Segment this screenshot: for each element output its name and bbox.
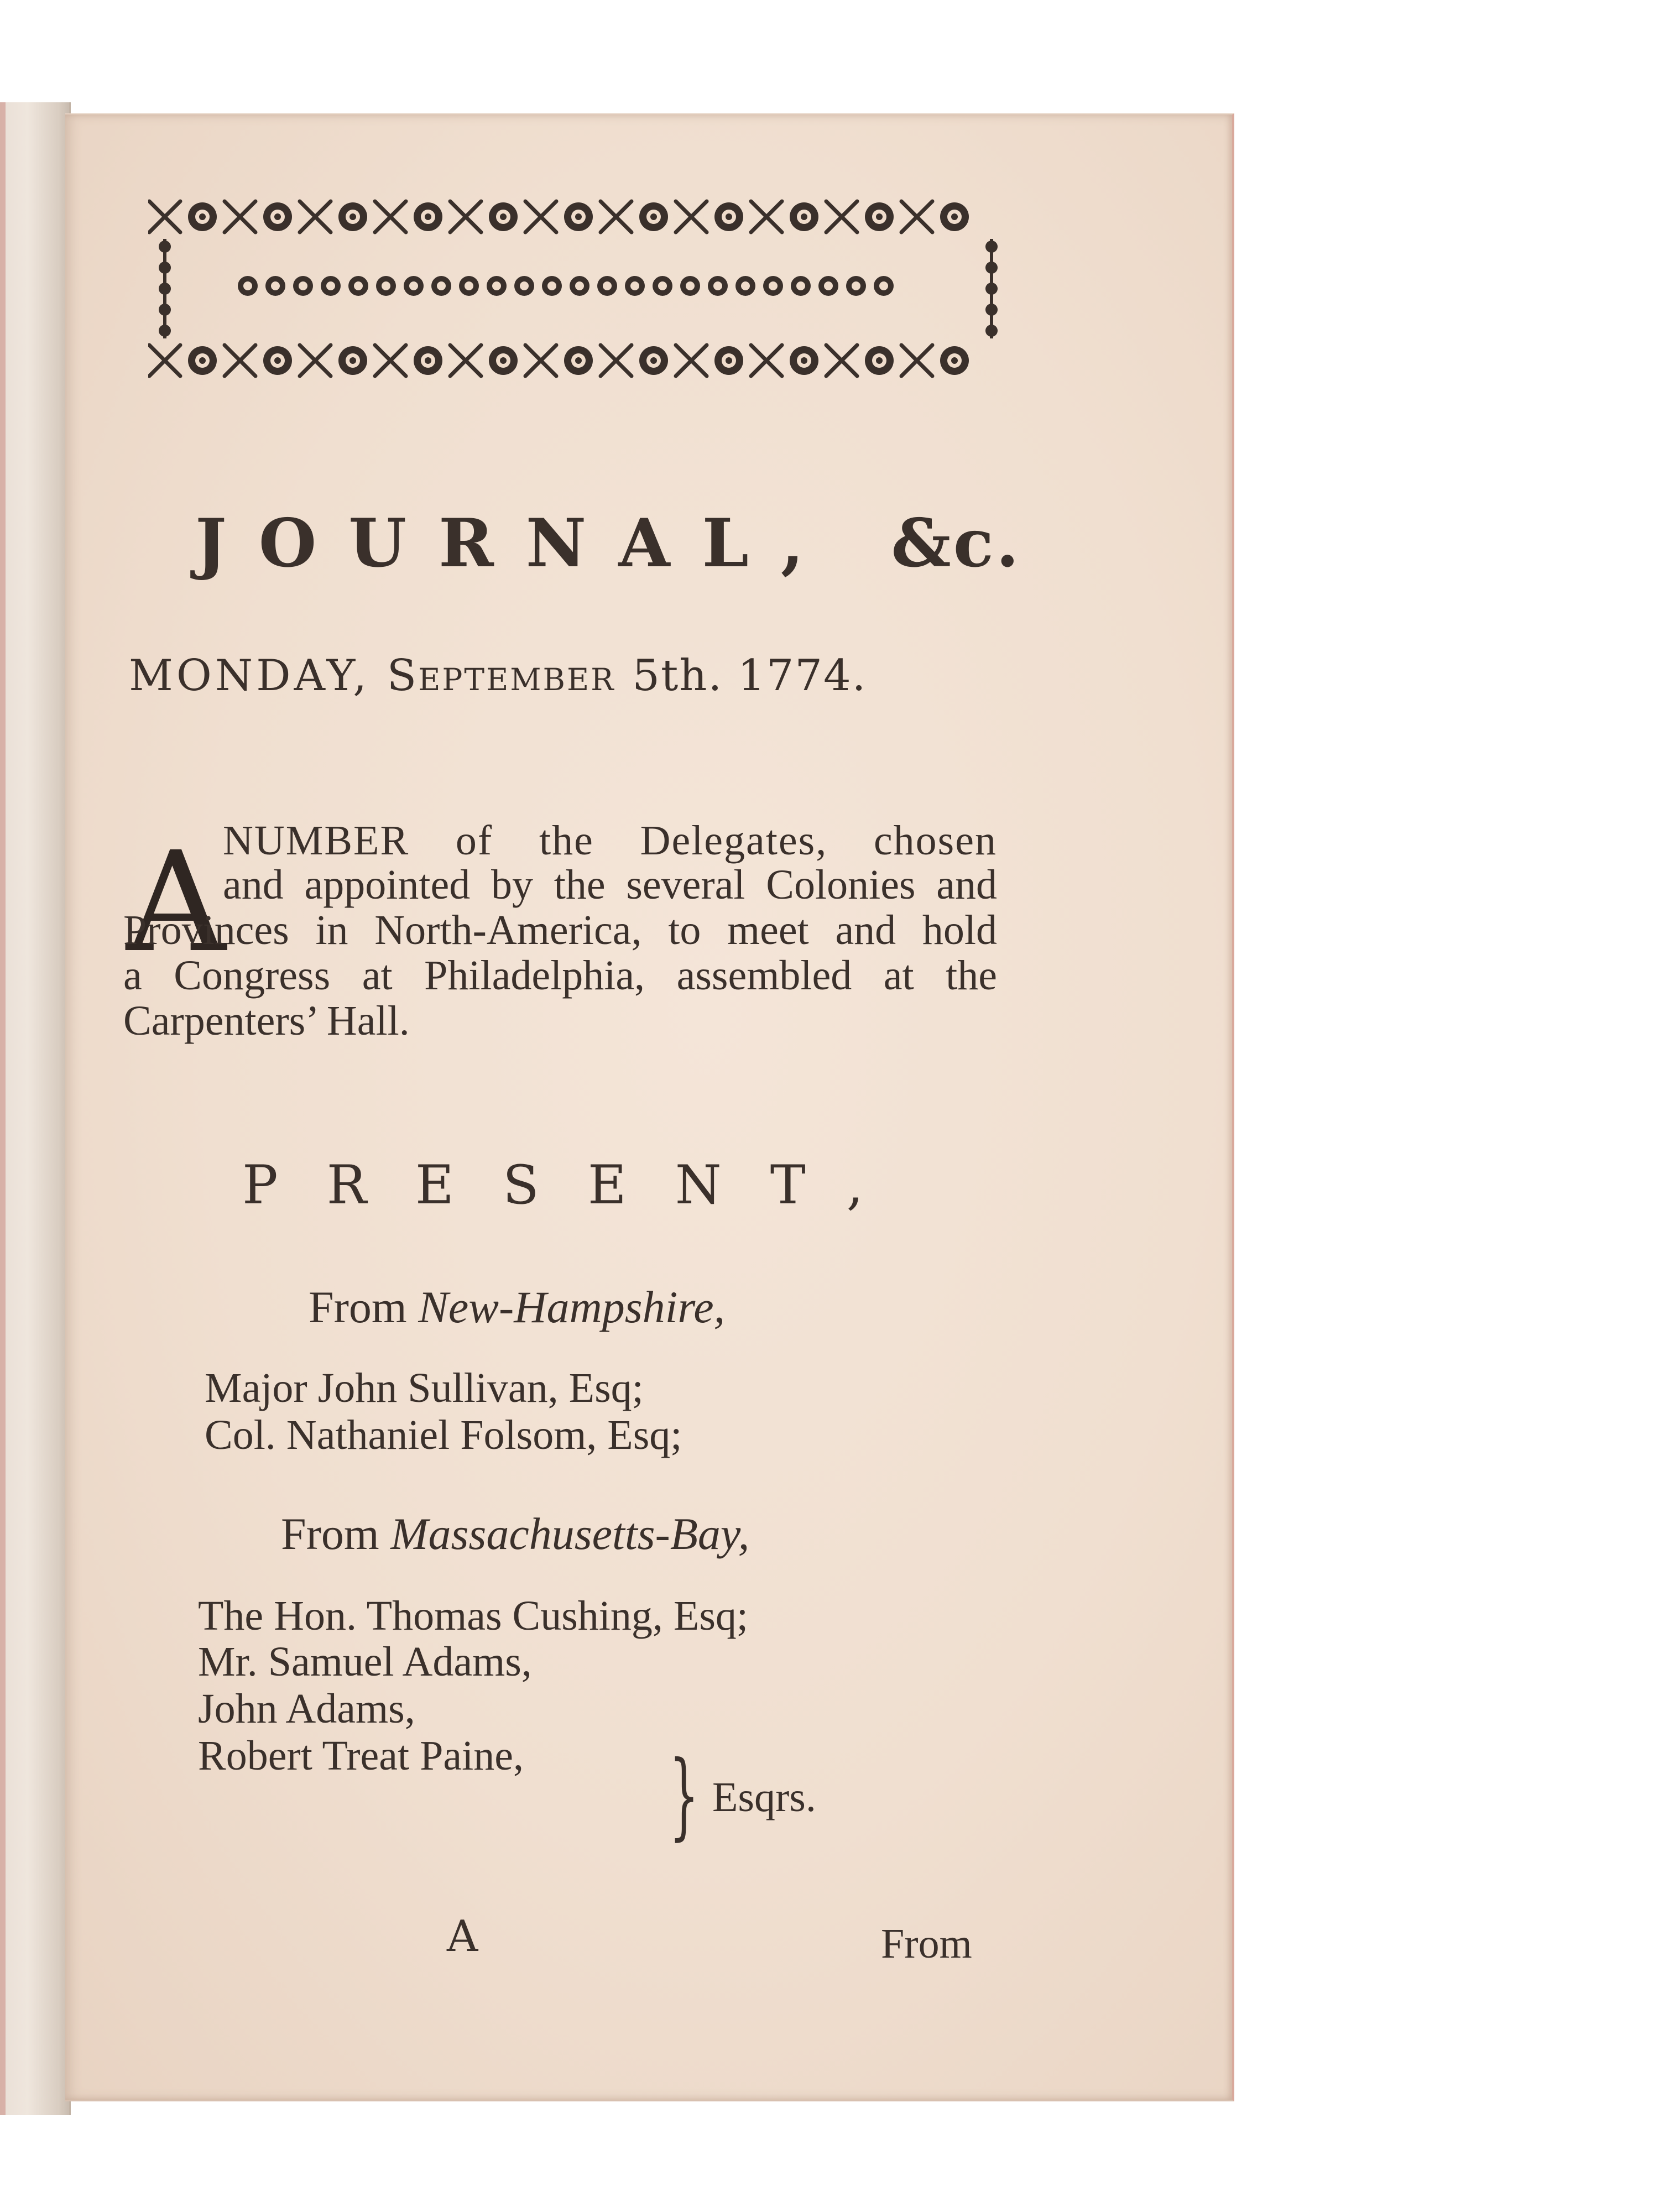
dateline-month: September xyxy=(387,651,615,701)
signature-mark: A xyxy=(447,1912,478,1961)
group-suffix: Esqrs. xyxy=(712,1774,816,1820)
red-page-edge xyxy=(0,102,6,2115)
paragraph-line: Carpenters’ Hall. xyxy=(123,998,410,1044)
paragraph-line: and appointed by the several Colonies and xyxy=(223,862,997,908)
left-page-edge xyxy=(0,102,71,2115)
drop-cap: A xyxy=(126,822,226,983)
catchword: From xyxy=(881,1921,972,1967)
from-word: From xyxy=(309,1282,407,1332)
from-place: New-Hampshire, xyxy=(418,1282,726,1332)
journal-title xyxy=(195,504,1021,582)
delegate-name: Col. Nathaniel Folsom, Esq; xyxy=(205,1412,682,1458)
delegate-name: Major John Sullivan, Esq; xyxy=(205,1365,644,1411)
dateline-date: 5th. 1774. xyxy=(632,651,867,701)
dateline xyxy=(129,651,867,701)
title-suffix: &c. xyxy=(891,504,1021,582)
dateline-day: MONDAY, xyxy=(129,651,370,701)
delegate-name: John Adams, xyxy=(198,1686,415,1732)
paragraph-line: NUMBER of the Delegates, chosen xyxy=(223,817,997,864)
delegate-name: Mr. Samuel Adams, xyxy=(198,1639,532,1685)
from-place: Massachusetts-Bay, xyxy=(390,1509,750,1559)
decorative-headpiece xyxy=(148,192,1008,385)
from-heading xyxy=(309,1281,725,1333)
delegate-name: The Hon. Thomas Cushing, Esq; xyxy=(198,1593,749,1639)
paragraph-line: a Congress at Philadelphia, assembled at the xyxy=(123,952,997,999)
delegate-name: Robert Treat Paine, xyxy=(198,1733,524,1779)
present-heading: PRESENT, xyxy=(242,1154,912,1216)
paragraph-line: Provinces in North-America, to meet and hold xyxy=(123,907,997,953)
brace-glyph: } xyxy=(669,1741,700,1850)
from-word: From xyxy=(281,1509,379,1559)
book-page xyxy=(65,113,1234,2101)
title-main: JOURNAL, xyxy=(195,504,836,582)
from-heading xyxy=(281,1508,749,1560)
